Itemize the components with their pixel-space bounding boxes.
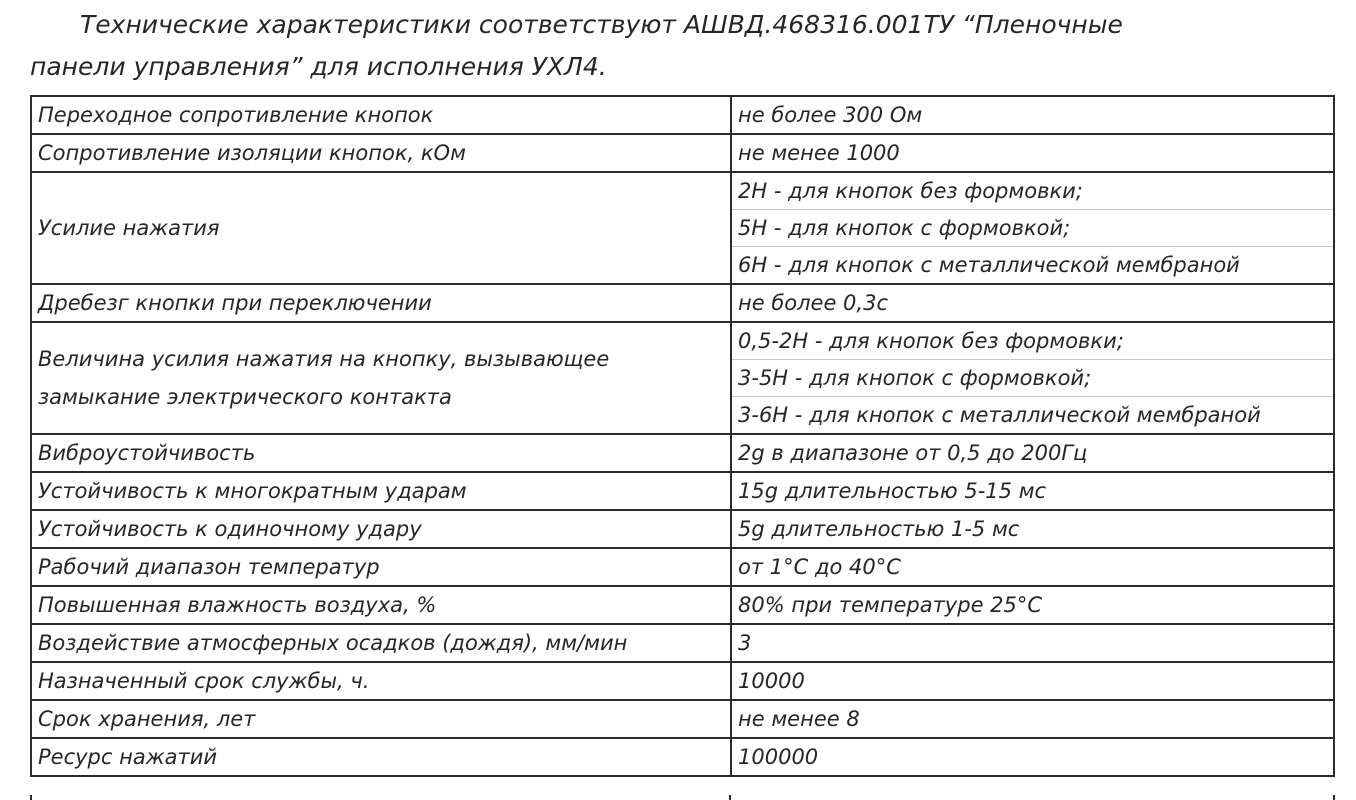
value-cell: 10000	[731, 662, 1334, 700]
table-row	[31, 586, 1334, 624]
value-cell: 15g длительностью 5-15 мс	[731, 472, 1334, 510]
value-cell: 3-5Н - для кнопок с формовкой;	[731, 360, 1334, 397]
value-cell: от 1°С до 40°С	[731, 548, 1334, 586]
value-cell: 100000	[731, 738, 1334, 776]
value-cell: 5g длительностью 1-5 мс	[731, 510, 1334, 548]
param-cell: Рабочий диапазон температур	[31, 548, 731, 586]
value-cell: 80% при температуре 25°С	[731, 586, 1334, 624]
border-tick	[30, 795, 32, 800]
value-cell: не более 300 Ом	[731, 96, 1334, 134]
param-cell: Сопротивление изоляции кнопок, кОм	[31, 134, 731, 172]
border-tick	[1333, 795, 1335, 800]
value-cell: 5Н - для кнопок с формовкой;	[731, 210, 1334, 247]
intro-paragraph	[30, 4, 1330, 88]
param-cell: Усилие нажатия	[31, 172, 731, 284]
param-cell: Повышенная влажность воздуха, %	[31, 586, 731, 624]
param-cell: Назначенный срок службы, ч.	[31, 662, 731, 700]
table-row	[31, 738, 1334, 776]
param-cell: Воздействие атмосферных осадков (дождя), мм/мин	[31, 624, 731, 662]
param-cell: Устойчивость к одиночному удару	[31, 510, 731, 548]
border-tick	[729, 795, 731, 800]
value-cell: 2g в диапазоне от 0,5 до 200Гц	[731, 434, 1334, 472]
value-cell: не менее 1000	[731, 134, 1334, 172]
table-row	[31, 510, 1334, 548]
param-cell: Переходное сопротивление кнопок	[31, 96, 731, 134]
table-row	[31, 96, 1334, 134]
table-row	[31, 172, 1334, 210]
param-cell: Ресурс нажатий	[31, 738, 731, 776]
table-row	[31, 548, 1334, 586]
value-cell: 3-6Н - для кнопок с металлической мембраной	[731, 397, 1334, 435]
value-cell: не более 0,3с	[731, 284, 1334, 322]
spec-table	[30, 95, 1335, 777]
value-cell: 2Н - для кнопок без формовки;	[731, 172, 1334, 210]
value-cell: 0,5-2Н - для кнопок без формовки;	[731, 322, 1334, 360]
table-row	[31, 472, 1334, 510]
table-row	[31, 134, 1334, 172]
value-cell: 3	[731, 624, 1334, 662]
param-cell: Срок хранения, лет	[31, 700, 731, 738]
value-cell: 6Н - для кнопок с металлической мембраной	[731, 247, 1334, 285]
value-cell: не менее 8	[731, 700, 1334, 738]
table-row	[31, 434, 1334, 472]
table-row	[31, 662, 1334, 700]
table-row	[31, 624, 1334, 662]
table-row	[31, 700, 1334, 738]
param-cell: Дребезг кнопки при переключении	[31, 284, 731, 322]
param-cell: Величина усилия нажатия на кнопку, вызывающее замыкание электрического контакта	[31, 322, 731, 434]
intro-line-1: Технические характеристики соответствуют АШВД.468316.001ТУ “Пленочные	[80, 10, 1123, 39]
table-continuation-edge	[30, 795, 1335, 800]
table-row	[31, 284, 1334, 322]
param-cell: Устойчивость к многократным ударам	[31, 472, 731, 510]
intro-line-2: панели управления” для исполнения УХЛ4.	[30, 52, 607, 81]
table-row	[31, 322, 1334, 360]
param-cell: Виброустойчивость	[31, 434, 731, 472]
